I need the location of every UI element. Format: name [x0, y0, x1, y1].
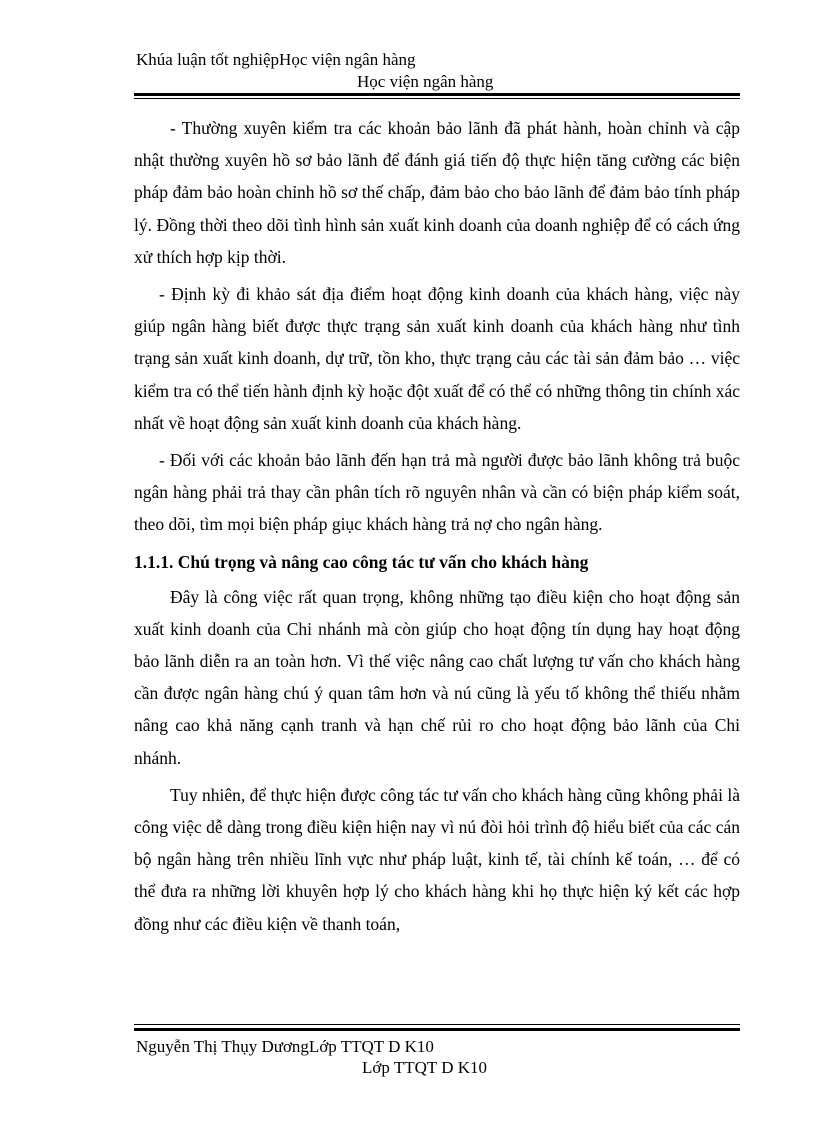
header-title: Khúa luận tốt nghiệpHọc viện ngân hàng: [136, 50, 416, 69]
section-heading: 1.1.1. Chú trọng và nâng cao công tác tư vấn cho khách hàng: [134, 551, 589, 572]
paragraph-periodic-survey: - Định kỳ đi khảo sát địa điểm hoạt động kinh doanh của khách hàng, việc này giúp ngân hàng biết được thực trạng sản xuất kinh doanh của khách hàng như tình trạng sản xuất kinh doanh, dự trữ, tồn kho, thực trạng cảu các tài sản đảm bảo … việc kiểm tra có thể tiến hành định kỳ hoặc đột xuất để có thể có những thông tin chính xác nhất về hoạt động sản xuất kinh doanh của khách hàng.: [134, 284, 740, 433]
footer-rule-thin: [134, 1024, 740, 1025]
header-subtitle: Học viện ngân hàng: [357, 72, 494, 91]
page-body: [134, 112, 740, 945]
header-rule-thin: [134, 98, 740, 99]
paragraph-consulting-importance: Đây là công việc rất quan trọng, không những tạo điều kiện cho hoạt động sản xuất kinh doanh của Chi nhánh mà còn giúp cho hoạt động tín dụng hay hoạt động bảo lãnh diễn ra an toàn hơn. Vì thế việc nâng cao chất lượng tư vấn cho khách hàng cần được ngân hàng chú ý quan tâm hơn và nú cũng là yếu tố không thể thiếu nhằm nâng cao khả năng cạnh tranh và hạn chế rủi ro cho hoạt động bảo lãnh của Chi nhánh.: [134, 586, 740, 768]
paragraph-regular-check: - Thường xuyên kiểm tra các khoản bảo lãnh đã phát hành, hoàn chỉnh và cập nhật thường xuyên hồ sơ bảo lãnh để đánh giá tiến độ thực hiện tăng cường các biện pháp đảm bảo hoàn chỉnh hồ sơ thế chấp, đảm bảo cho bảo lãnh để đảm bảo tính pháp lý. Đồng thời theo dõi tình hình sản xuất kinh doanh của doanh nghiệp để có cách ứng xử thích hợp kịp thời.: [134, 118, 740, 267]
paragraph-due-guarantees: - Đối với các khoản bảo lãnh đến hạn trả mà người được bảo lãnh không trả buộc ngân hàng phải trả thay cần phân tích rõ nguyên nhân và cần có biện pháp kiểm soát, theo dõi, tìm mọi biện pháp giục khách hàng trả nợ cho ngân hàng.: [134, 450, 740, 535]
footer-class: Lớp TTQT D K10: [362, 1058, 487, 1077]
paragraph-consulting-difficulty: Tuy nhiên, để thực hiện được công tác tư vấn cho khách hàng cũng không phải là công việc dễ dàng trong điều kiện hiện nay vì nú đòi hỏi trình độ hiểu biết của các cán bộ ngân hàng trên nhiều lĩnh vực như pháp luật, kinh tế, tài chính kế toán, … để có thể đưa ra những lời khuyên hợp lý cho khách hàng khi họ thực hiện ký kết các hợp đồng như các điều kiện về thanh toán,: [134, 784, 740, 934]
header-rule-thick: [134, 93, 740, 96]
footer-author: Nguyễn Thị Thụy DươngLớp TTQT D K10: [136, 1037, 434, 1056]
footer-rule-thick: [134, 1028, 740, 1031]
